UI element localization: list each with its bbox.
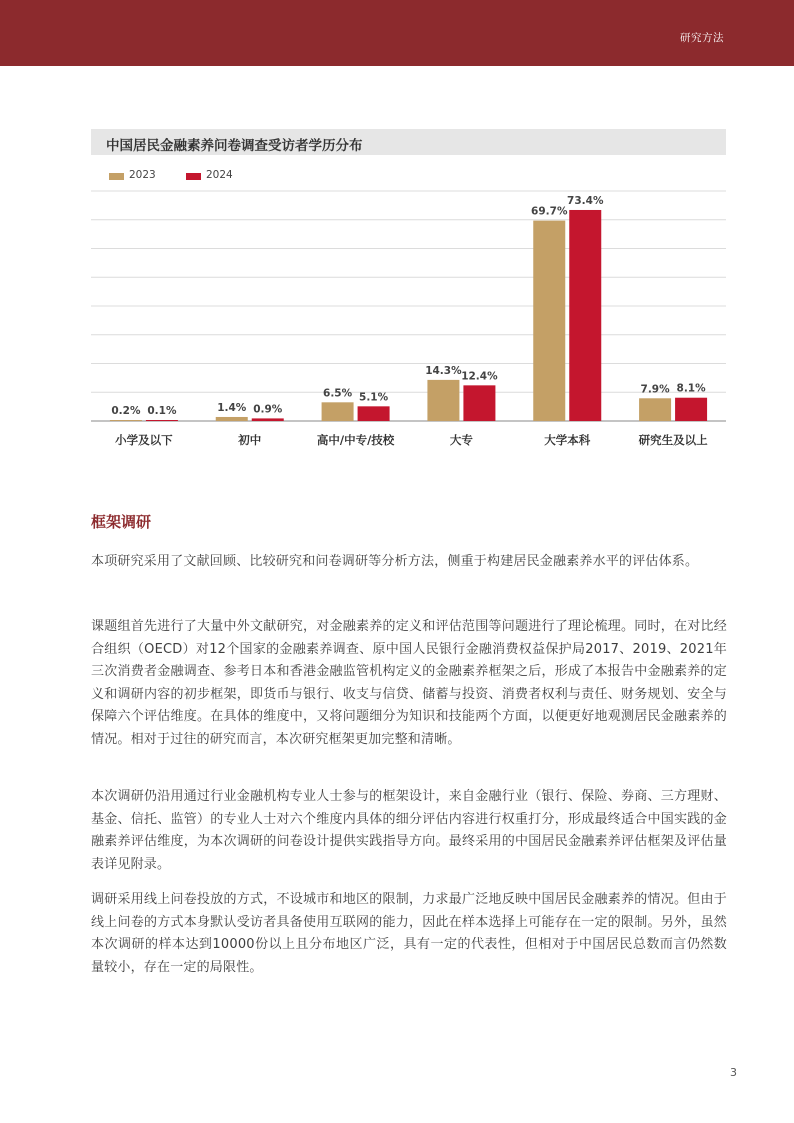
bar-2023-5 — [639, 398, 671, 421]
bar-chart — [0, 0, 794, 470]
data-label-2023-2: 6.5% — [323, 387, 353, 400]
data-label-2024-3: 12.4% — [461, 370, 498, 383]
bar-2024-1 — [252, 418, 284, 421]
bar-2024-3 — [463, 385, 495, 421]
data-label-2024-5: 8.1% — [676, 382, 706, 395]
bar-2024-4 — [569, 210, 601, 421]
category-label-4: 大学本科 — [544, 433, 591, 447]
bar-2023-3 — [427, 380, 459, 421]
data-label-2023-0: 0.2% — [111, 405, 141, 417]
data-label-2024-4: 73.4% — [567, 194, 604, 207]
data-label-2023-3: 14.3% — [425, 364, 462, 377]
data-label-2024-0: 0.1% — [147, 405, 177, 417]
bar-2024-2 — [358, 406, 390, 421]
bar-2024-0 — [146, 420, 178, 421]
category-label-0: 小学及以下 — [115, 433, 173, 447]
category-label-1: 初中 — [238, 433, 262, 447]
chart-title: 中国居民金融素养问卷调查受访者学历分布 — [106, 138, 363, 154]
paragraph-1: 本项研究采用了文献回顾、比较研究和问卷调研等分析方法，侧重于构建居民金融素养水平的评估体系。 — [91, 554, 699, 569]
section-label: 研究方法 — [680, 32, 724, 44]
page-number: 3 — [730, 1066, 737, 1079]
data-label-2023-5: 7.9% — [640, 383, 670, 396]
paragraph-3: 本次调研仍沿用通过行业金融机构专业人士参与的框架设计，来自金融行业（银行、保险、券商、三方理财、基金、信托、监管）的专业人士对六个维度内具体的细分评估内容进行权重打分，形成最终适合中国实践的金融素养评估维度，为本次调研的问卷设计提供实践指导方向。最终采用的中国居民金融素养评估框架及评估量表详见附录。 — [91, 789, 727, 872]
data-label-2023-4: 69.7% — [531, 205, 568, 218]
legend-label-2024: 2024 — [206, 169, 233, 181]
section-heading: 框架调研 — [91, 513, 152, 531]
category-label-5: 研究生及以上 — [638, 433, 708, 447]
category-label-2: 高中/中专/技校 — [316, 433, 395, 447]
paragraph-2: 课题组首先进行了大量中外文献研究，对金融素养的定义和评估范围等问题进行了理论梳理。同时，在对比经合组织（OECD）对12个国家的金融素养调查、原中国人民银行金融消费权益保护局2017、2019、2021年三次消费者金融调查、参考日本和香港金融监管机构定义的金融素养框架之后，形成了本报告中金融素养的定义和调研内容的初步框架，即货币与银行、收支与信贷、储蓄与投资、消费者权利与责任、财务规划、安全与保障六个评估维度。在具体的维度中，又将问题细分为知识和技能两个方面，以便更好地观测居民金融素养的情况。相对于过往的研究而言，本次研究框架更加完整和清晰。 — [91, 619, 727, 747]
legend-label-2023: 2023 — [129, 169, 156, 181]
bar-2023-4 — [533, 221, 565, 421]
bar-2023-0 — [110, 420, 142, 421]
bar-2023-1 — [216, 417, 248, 421]
category-label-3: 大专 — [449, 433, 473, 447]
bar-2023-2 — [322, 402, 354, 421]
paragraph-4: 调研采用线上问卷投放的方式，不设城市和地区的限制，力求最广泛地反映中国居民金融素养的情况。但由于线上问卷的方式本身默认受访者具备使用互联网的能力，因此在样本选择上可能存在一定的限制。另外，虽然本次调研的样本达到10000份以上且分布地区广泛，具有一定的代表性，但相对于中国居民总数而言仍然数量较小，存在一定的局限性。 — [91, 892, 727, 975]
data-label-2023-1: 1.4% — [217, 401, 247, 414]
data-label-2024-1: 0.9% — [253, 403, 283, 416]
data-label-2024-2: 5.1% — [359, 391, 389, 404]
bar-2024-5 — [675, 398, 707, 421]
